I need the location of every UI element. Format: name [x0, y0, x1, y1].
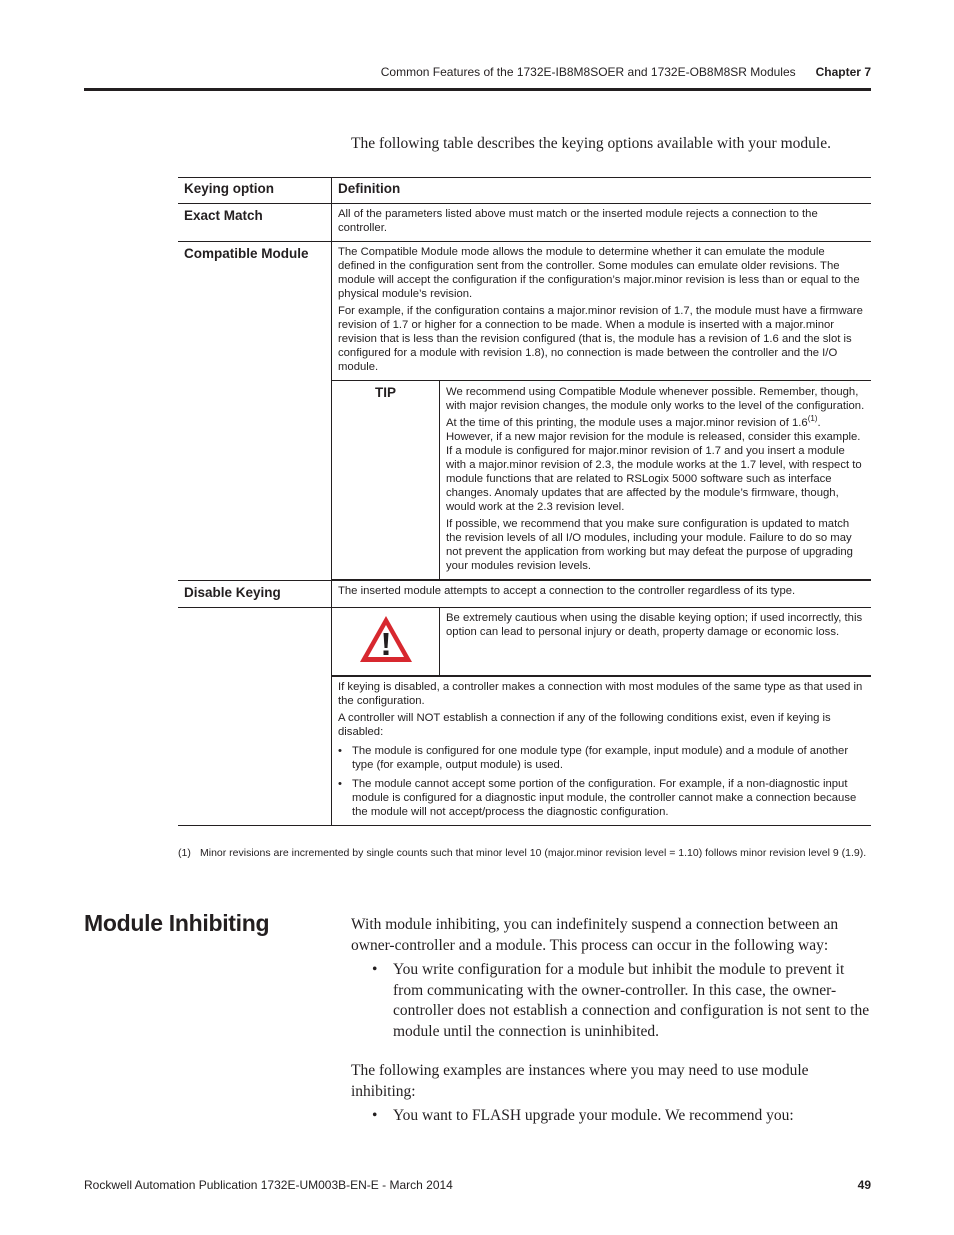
disable-conditions-list	[338, 744, 864, 819]
definition-compatible-module	[332, 242, 872, 581]
disable-paragraph-2: A controller will NOT establish a connection if any of the following conditions exist, even if keying is disabled:	[338, 712, 831, 738]
page-number: 49	[857, 1178, 871, 1192]
list-item: • The module is configured for one module type (for example, input module) and a module of another type (for example, output module) is used.	[338, 744, 864, 772]
list-item: • The module cannot accept some portion of the configuration. For example, if a non-diagnostic input module is configured for a diagnostic input module, the controller cannot make a connection because the module will not accept/process the diagnostic configuration.	[338, 777, 864, 819]
table-row-compatible-module	[178, 242, 871, 581]
bullet-text: You write configuration for a module but inhibit the module to prevent it from communicating with the owner-controller. In this case, the owner-controller does not establish a connection and configuration is not sent to the module until the connection is uninhibited.	[393, 961, 870, 1040]
disable-paragraph-1: If keying is disabled, a controller makes a connection with most modules of the same type as that used in the configuration.	[338, 681, 863, 707]
tip-paragraph-2	[446, 416, 865, 514]
header-rule	[84, 88, 871, 91]
intro-text: The following table describes the keying options available with your module.	[351, 135, 831, 152]
tip-paragraph-2a: At the time of this printing, the module uses a major.minor revision of 1.6	[446, 417, 808, 429]
footnote-text: Minor revisions are incremented by single counts such that minor level 10 (major.minor revision level = 1.10) follows minor revision level 9 (1.9).	[200, 847, 867, 859]
compatible-paragraph-1: The Compatible Module mode allows the module to determine whether it can emulate the module defined in the configuration sent from the controller. Some modules can emulate older revisions. The module will accept the configuration if the configuration’s major.minor revision is less than or equal to the physical module’s revision.	[338, 246, 860, 300]
tip-label: TIP	[332, 381, 440, 580]
definition-disable-keying: The inserted module attempts to accept a connection to the controller regardless of its type.	[332, 581, 872, 608]
section-bullet-1	[372, 960, 872, 1042]
definition-exact-match: All of the parameters listed above must match or the inserted module rejects a connection to the controller.	[332, 204, 872, 242]
table-row-disable-keying	[178, 581, 871, 608]
empty-option-cell	[178, 608, 332, 826]
footnote	[178, 847, 866, 859]
option-label-compatible-module: Compatible Module	[178, 242, 332, 581]
running-header	[0, 65, 871, 79]
bullet-marker: •	[372, 961, 378, 978]
option-label-exact-match: Exact Match	[178, 204, 332, 242]
bullet-text: You want to FLASH upgrade your module. We recommend you:	[393, 1107, 794, 1124]
attention-box	[332, 608, 871, 676]
disable-keying-notes	[332, 676, 871, 825]
tip-paragraph-3: If possible, we recommend that you make sure configuration is updated to match the revision levels of all I/O modules, including your module. Failure to do so may not prevent the application from working but may defeat the purpose of upgrading your modules revision levels.	[446, 518, 853, 572]
option-label-disable-keying: Disable Keying	[178, 581, 332, 608]
warning-triangle-icon	[358, 614, 414, 664]
tip-paragraph-1: We recommend using Compatible Module whenever possible. Remember, though, with major revision changes, the module only works to the level of the configuration.	[446, 386, 865, 412]
attention-text: Be extremely cautious when using the disable keying option; if used incorrectly, this option can lead to personal injury or death, property damage or economic loss.	[440, 608, 872, 676]
compatible-paragraph-2: For example, if the configuration contains a major.minor revision of 1.7, the module must have a firmware revision of 1.7 or higher for a connection to be made. When a module is inserted with a major.minor revision that is less than the revision configured (that is, the module has a revision of 1.6 and the slot is configured for a module with revision 1.8), no connection is made between the controller and the I/O module.	[338, 305, 863, 373]
table-header-row	[178, 178, 871, 204]
chapter-label: Chapter 7	[815, 65, 871, 79]
table-row-exact-match	[178, 204, 871, 242]
column-header-definition: Definition	[332, 178, 872, 204]
footnote-reference: (1)	[807, 414, 818, 424]
section-title: Module Inhibiting	[84, 910, 270, 936]
section-paragraph-1: With module inhibiting, you can indefinitely suspend a connection between an owner-controller and a module. This process can occur in the following way:	[351, 916, 839, 954]
disable-keying-details	[332, 608, 872, 826]
tip-box	[332, 380, 871, 580]
section-bullet-2	[372, 1106, 872, 1127]
tip-content	[440, 381, 872, 580]
footnote-number: (1)	[178, 847, 191, 859]
header-title: Common Features of the 1732E-IB8M8SOER and 1732E-OB8M8SR Modules	[380, 65, 796, 79]
tip-paragraph-2b: . However, if a new major revision for the module is released, consider this example. If a module is configured for major.minor revision of 1.7 and you insert a module with a major.minor revision of 2.3, the module works at the 1.7 level, with respect to module functions that are related to RSLogix 5000 software such as interface changes. Anomaly updates that are affected by the module’s firmware, though, would work at the 2.3 revision level.	[446, 417, 862, 513]
publication-footer: Rockwell Automation Publication 1732E-UM003B-EN-E - March 2014	[84, 1178, 453, 1192]
section-paragraph-2: The following examples are instances where you may need to use module inhibiting:	[351, 1062, 809, 1100]
table-row-disable-keying-details	[178, 608, 871, 826]
bullet-marker: •	[372, 1107, 378, 1124]
attention-symbol-cell	[332, 608, 440, 676]
keying-options-table	[178, 177, 871, 826]
column-header-keying-option: Keying option	[178, 178, 332, 204]
